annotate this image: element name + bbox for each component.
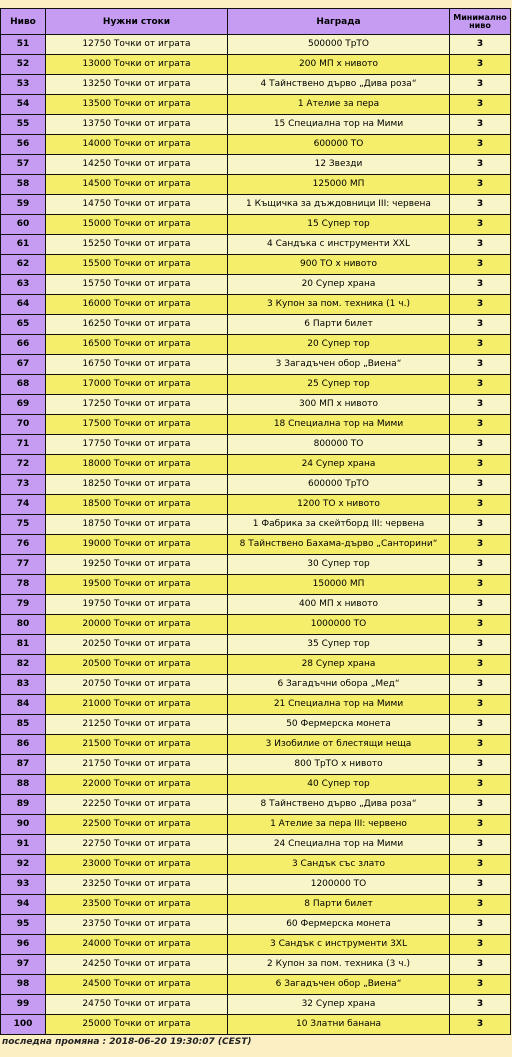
needed-goods-cell: 20000 Точки от играта [46, 615, 228, 635]
min-level-cell: 3 [450, 355, 511, 375]
reward-cell: 24 Супер храна [228, 455, 450, 475]
reward-cell: 3 Купон за пом. техника (1 ч.) [228, 295, 450, 315]
needed-goods-cell: 16000 Точки от играта [46, 295, 228, 315]
reward-cell: 1 Ателие за пера III: червено [228, 815, 450, 835]
needed-goods-cell: 23500 Точки от играта [46, 895, 228, 915]
needed-goods-cell: 23000 Точки от играта [46, 855, 228, 875]
level-cell: 72 [1, 455, 46, 475]
level-cell: 54 [1, 95, 46, 115]
reward-cell: 40 Супер тор [228, 775, 450, 795]
needed-goods-cell: 15250 Точки от играта [46, 235, 228, 255]
min-level-cell: 3 [450, 195, 511, 215]
needed-goods-cell: 15500 Точки от играта [46, 255, 228, 275]
level-cell: 53 [1, 75, 46, 95]
table-row [1, 575, 511, 595]
table-row [1, 175, 511, 195]
table-header-row [1, 9, 511, 35]
table-row [1, 235, 511, 255]
needed-goods-cell: 18250 Точки от играта [46, 475, 228, 495]
table-row [1, 255, 511, 275]
needed-goods-cell: 18750 Точки от играта [46, 515, 228, 535]
level-cell: 93 [1, 875, 46, 895]
level-cell: 81 [1, 635, 46, 655]
level-cell: 75 [1, 515, 46, 535]
needed-goods-cell: 24000 Точки от играта [46, 935, 228, 955]
level-cell: 95 [1, 915, 46, 935]
needed-goods-cell: 17250 Точки от играта [46, 395, 228, 415]
table-row [1, 1015, 511, 1035]
min-level-cell: 3 [450, 835, 511, 855]
level-cell: 66 [1, 335, 46, 355]
reward-cell: 1000000 ТО [228, 615, 450, 635]
rewards-table [0, 8, 511, 1035]
reward-cell: 6 Загадъчен обор „Виена“ [228, 975, 450, 995]
min-level-cell: 3 [450, 855, 511, 875]
min-level-cell: 3 [450, 1015, 511, 1035]
needed-goods-cell: 20250 Точки от играта [46, 635, 228, 655]
min-level-cell: 3 [450, 95, 511, 115]
reward-cell: 60 Фермерска монета [228, 915, 450, 935]
needed-goods-cell: 15750 Точки от играта [46, 275, 228, 295]
needed-goods-cell: 19500 Точки от играта [46, 575, 228, 595]
min-level-cell: 3 [450, 35, 511, 55]
table-row [1, 455, 511, 475]
level-cell: 78 [1, 575, 46, 595]
table-row [1, 495, 511, 515]
header-min-level: Минимално ниво [450, 9, 511, 35]
reward-cell: 600000 ТО [228, 135, 450, 155]
table-row [1, 415, 511, 435]
min-level-cell: 3 [450, 315, 511, 335]
table-row [1, 995, 511, 1015]
table-row [1, 975, 511, 995]
reward-cell: 28 Супер храна [228, 655, 450, 675]
level-cell: 57 [1, 155, 46, 175]
table-row [1, 855, 511, 875]
header-level: Ниво [1, 9, 46, 35]
level-cell: 80 [1, 615, 46, 635]
min-level-cell: 3 [450, 935, 511, 955]
level-cell: 63 [1, 275, 46, 295]
reward-cell: 24 Специална тор на Мими [228, 835, 450, 855]
level-cell: 61 [1, 235, 46, 255]
needed-goods-cell: 20500 Точки от играта [46, 655, 228, 675]
table-row [1, 895, 511, 915]
min-level-cell: 3 [450, 495, 511, 515]
min-level-cell: 3 [450, 755, 511, 775]
reward-cell: 800 ТрТО x нивото [228, 755, 450, 775]
table-row [1, 215, 511, 235]
min-level-cell: 3 [450, 415, 511, 435]
needed-goods-cell: 22500 Точки от играта [46, 815, 228, 835]
min-level-cell: 3 [450, 515, 511, 535]
needed-goods-cell: 19250 Точки от играта [46, 555, 228, 575]
table-row [1, 155, 511, 175]
min-level-cell: 3 [450, 555, 511, 575]
reward-cell: 1200 ТО x нивото [228, 495, 450, 515]
level-cell: 68 [1, 375, 46, 395]
needed-goods-cell: 23750 Точки от играта [46, 915, 228, 935]
min-level-cell: 3 [450, 675, 511, 695]
min-level-cell: 3 [450, 875, 511, 895]
level-cell: 92 [1, 855, 46, 875]
min-level-cell: 3 [450, 595, 511, 615]
min-level-cell: 3 [450, 735, 511, 755]
level-cell: 90 [1, 815, 46, 835]
table-row [1, 635, 511, 655]
table-row [1, 475, 511, 495]
reward-cell: 25 Супер тор [228, 375, 450, 395]
needed-goods-cell: 21500 Точки от играта [46, 735, 228, 755]
min-level-cell: 3 [450, 375, 511, 395]
level-cell: 67 [1, 355, 46, 375]
reward-cell: 1200000 ТО [228, 875, 450, 895]
reward-cell: 50 Фермерска монета [228, 715, 450, 735]
last-modified-text: последна промяна : 2018-06-20 19:30:07 (CEST) [2, 1037, 252, 1047]
min-level-cell: 3 [450, 295, 511, 315]
table-row [1, 55, 511, 75]
min-level-cell: 3 [450, 955, 511, 975]
level-cell: 71 [1, 435, 46, 455]
min-level-cell: 3 [450, 655, 511, 675]
needed-goods-cell: 21750 Точки от играта [46, 755, 228, 775]
needed-goods-cell: 14250 Точки от играта [46, 155, 228, 175]
reward-cell: 4 Тайнствено дърво „Дива роза“ [228, 75, 450, 95]
level-cell: 64 [1, 295, 46, 315]
level-cell: 79 [1, 595, 46, 615]
header-reward: Награда [228, 9, 450, 35]
level-cell: 52 [1, 55, 46, 75]
reward-cell: 2 Купон за пом. техника (3 ч.) [228, 955, 450, 975]
level-cell: 98 [1, 975, 46, 995]
table-row [1, 675, 511, 695]
level-cell: 70 [1, 415, 46, 435]
needed-goods-cell: 13500 Точки от играта [46, 95, 228, 115]
table-row [1, 815, 511, 835]
reward-cell: 400 МП x нивото [228, 595, 450, 615]
level-cell: 69 [1, 395, 46, 415]
reward-cell: 15 Специална тор на Мими [228, 115, 450, 135]
table-row [1, 315, 511, 335]
reward-cell: 3 Загадъчен обор „Виена“ [228, 355, 450, 375]
reward-cell: 3 Сандък с инструменти 3XL [228, 935, 450, 955]
table-row [1, 355, 511, 375]
min-level-cell: 3 [450, 995, 511, 1015]
table-row [1, 515, 511, 535]
needed-goods-cell: 17500 Точки от играта [46, 415, 228, 435]
min-level-cell: 3 [450, 335, 511, 355]
needed-goods-cell: 13250 Точки от играта [46, 75, 228, 95]
reward-cell: 6 Парти билет [228, 315, 450, 335]
level-cell: 56 [1, 135, 46, 155]
needed-goods-cell: 22750 Точки от играта [46, 835, 228, 855]
min-level-cell: 3 [450, 155, 511, 175]
min-level-cell: 3 [450, 615, 511, 635]
min-level-cell: 3 [450, 175, 511, 195]
table-row [1, 115, 511, 135]
needed-goods-cell: 16250 Точки от играта [46, 315, 228, 335]
level-cell: 65 [1, 315, 46, 335]
table-row [1, 915, 511, 935]
needed-goods-cell: 17750 Точки от играта [46, 435, 228, 455]
level-cell: 91 [1, 835, 46, 855]
reward-cell: 32 Супер храна [228, 995, 450, 1015]
min-level-cell: 3 [450, 75, 511, 95]
reward-cell: 800000 ТО [228, 435, 450, 455]
needed-goods-cell: 21000 Точки от играта [46, 695, 228, 715]
needed-goods-cell: 20750 Точки от играта [46, 675, 228, 695]
level-cell: 97 [1, 955, 46, 975]
reward-cell: 10 Златни банана [228, 1015, 450, 1035]
reward-cell: 300 МП x нивото [228, 395, 450, 415]
table-body [1, 35, 511, 1035]
min-level-cell: 3 [450, 475, 511, 495]
reward-cell: 35 Супер тор [228, 635, 450, 655]
level-cell: 99 [1, 995, 46, 1015]
reward-cell: 20 Супер тор [228, 335, 450, 355]
needed-goods-cell: 19750 Точки от играта [46, 595, 228, 615]
level-cell: 89 [1, 795, 46, 815]
table-row [1, 335, 511, 355]
level-cell: 76 [1, 535, 46, 555]
reward-cell: 125000 МП [228, 175, 450, 195]
level-cell: 51 [1, 35, 46, 55]
min-level-cell: 3 [450, 715, 511, 735]
reward-cell: 900 ТО x нивото [228, 255, 450, 275]
min-level-cell: 3 [450, 115, 511, 135]
level-cell: 87 [1, 755, 46, 775]
needed-goods-cell: 24750 Точки от играта [46, 995, 228, 1015]
table-row [1, 775, 511, 795]
table-row [1, 195, 511, 215]
table-row [1, 535, 511, 555]
needed-goods-cell: 14750 Точки от играта [46, 195, 228, 215]
level-cell: 59 [1, 195, 46, 215]
reward-cell: 21 Специална тор на Мими [228, 695, 450, 715]
level-cell: 55 [1, 115, 46, 135]
min-level-cell: 3 [450, 455, 511, 475]
reward-cell: 18 Специална тор на Мими [228, 415, 450, 435]
table-row [1, 715, 511, 735]
reward-cell: 30 Супер тор [228, 555, 450, 575]
table-row [1, 755, 511, 775]
needed-goods-cell: 13750 Точки от играта [46, 115, 228, 135]
reward-cell: 6 Загадъчни обора „Мед“ [228, 675, 450, 695]
min-level-cell: 3 [450, 775, 511, 795]
needed-goods-cell: 22000 Точки от играта [46, 775, 228, 795]
needed-goods-cell: 14000 Точки от играта [46, 135, 228, 155]
needed-goods-cell: 24500 Точки от играта [46, 975, 228, 995]
needed-goods-cell: 22250 Точки от играта [46, 795, 228, 815]
min-level-cell: 3 [450, 815, 511, 835]
table-row [1, 695, 511, 715]
min-level-cell: 3 [450, 915, 511, 935]
min-level-cell: 3 [450, 635, 511, 655]
header-needed-goods: Нужни стоки [46, 9, 228, 35]
needed-goods-cell: 14500 Точки от играта [46, 175, 228, 195]
reward-cell: 8 Парти билет [228, 895, 450, 915]
table-row [1, 935, 511, 955]
table-row [1, 275, 511, 295]
reward-cell: 600000 ТрТО [228, 475, 450, 495]
reward-cell: 3 Изобилие от блестящи неща [228, 735, 450, 755]
min-level-cell: 3 [450, 795, 511, 815]
table-row [1, 75, 511, 95]
reward-cell: 1 Фабрика за скейтборд III: червена [228, 515, 450, 535]
min-level-cell: 3 [450, 235, 511, 255]
min-level-cell: 3 [450, 895, 511, 915]
table-row [1, 955, 511, 975]
needed-goods-cell: 25000 Точки от играта [46, 1015, 228, 1035]
level-cell: 60 [1, 215, 46, 235]
level-cell: 77 [1, 555, 46, 575]
reward-cell: 20 Супер храна [228, 275, 450, 295]
reward-cell: 4 Сандъка с инструменти XXL [228, 235, 450, 255]
min-level-cell: 3 [450, 135, 511, 155]
needed-goods-cell: 16750 Точки от играта [46, 355, 228, 375]
min-level-cell: 3 [450, 55, 511, 75]
needed-goods-cell: 18500 Точки от играта [46, 495, 228, 515]
needed-goods-cell: 24250 Точки от играта [46, 955, 228, 975]
reward-cell: 150000 МП [228, 575, 450, 595]
level-cell: 85 [1, 715, 46, 735]
table-row [1, 435, 511, 455]
level-cell: 84 [1, 695, 46, 715]
level-cell: 58 [1, 175, 46, 195]
table-row [1, 95, 511, 115]
reward-cell: 8 Тайнствено дърво „Дива роза“ [228, 795, 450, 815]
needed-goods-cell: 23250 Точки от играта [46, 875, 228, 895]
level-cell: 73 [1, 475, 46, 495]
reward-cell: 3 Сандък със злато [228, 855, 450, 875]
level-cell: 94 [1, 895, 46, 915]
table-row [1, 555, 511, 575]
reward-cell: 8 Тайнствено Бахама-дърво „Санторини“ [228, 535, 450, 555]
level-cell: 88 [1, 775, 46, 795]
reward-cell: 12 Звезди [228, 155, 450, 175]
table-row [1, 795, 511, 815]
table-row [1, 615, 511, 635]
min-level-cell: 3 [450, 575, 511, 595]
needed-goods-cell: 21250 Точки от играта [46, 715, 228, 735]
needed-goods-cell: 13000 Точки от играта [46, 55, 228, 75]
min-level-cell: 3 [450, 255, 511, 275]
table-row [1, 395, 511, 415]
min-level-cell: 3 [450, 275, 511, 295]
table-row [1, 735, 511, 755]
table-row [1, 295, 511, 315]
level-cell: 82 [1, 655, 46, 675]
reward-cell: 15 Супер тор [228, 215, 450, 235]
needed-goods-cell: 18000 Точки от играта [46, 455, 228, 475]
min-level-cell: 3 [450, 395, 511, 415]
level-cell: 96 [1, 935, 46, 955]
level-cell: 100 [1, 1015, 46, 1035]
table-row [1, 135, 511, 155]
min-level-cell: 3 [450, 435, 511, 455]
min-level-cell: 3 [450, 535, 511, 555]
needed-goods-cell: 17000 Точки от играта [46, 375, 228, 395]
min-level-cell: 3 [450, 695, 511, 715]
table-row [1, 35, 511, 55]
min-level-cell: 3 [450, 975, 511, 995]
table-row [1, 655, 511, 675]
table-row [1, 875, 511, 895]
needed-goods-cell: 12750 Точки от играта [46, 35, 228, 55]
level-cell: 74 [1, 495, 46, 515]
reward-cell: 500000 ТрТО [228, 35, 450, 55]
min-level-cell: 3 [450, 215, 511, 235]
level-cell: 86 [1, 735, 46, 755]
level-cell: 62 [1, 255, 46, 275]
needed-goods-cell: 15000 Точки от играта [46, 215, 228, 235]
reward-cell: 200 МП x нивото [228, 55, 450, 75]
reward-cell: 1 Ателие за пера [228, 95, 450, 115]
table-row [1, 835, 511, 855]
needed-goods-cell: 16500 Точки от играта [46, 335, 228, 355]
needed-goods-cell: 19000 Точки от играта [46, 535, 228, 555]
table-row [1, 595, 511, 615]
reward-cell: 1 Къщичка за дъждовници III: червена [228, 195, 450, 215]
table-row [1, 375, 511, 395]
level-cell: 83 [1, 675, 46, 695]
